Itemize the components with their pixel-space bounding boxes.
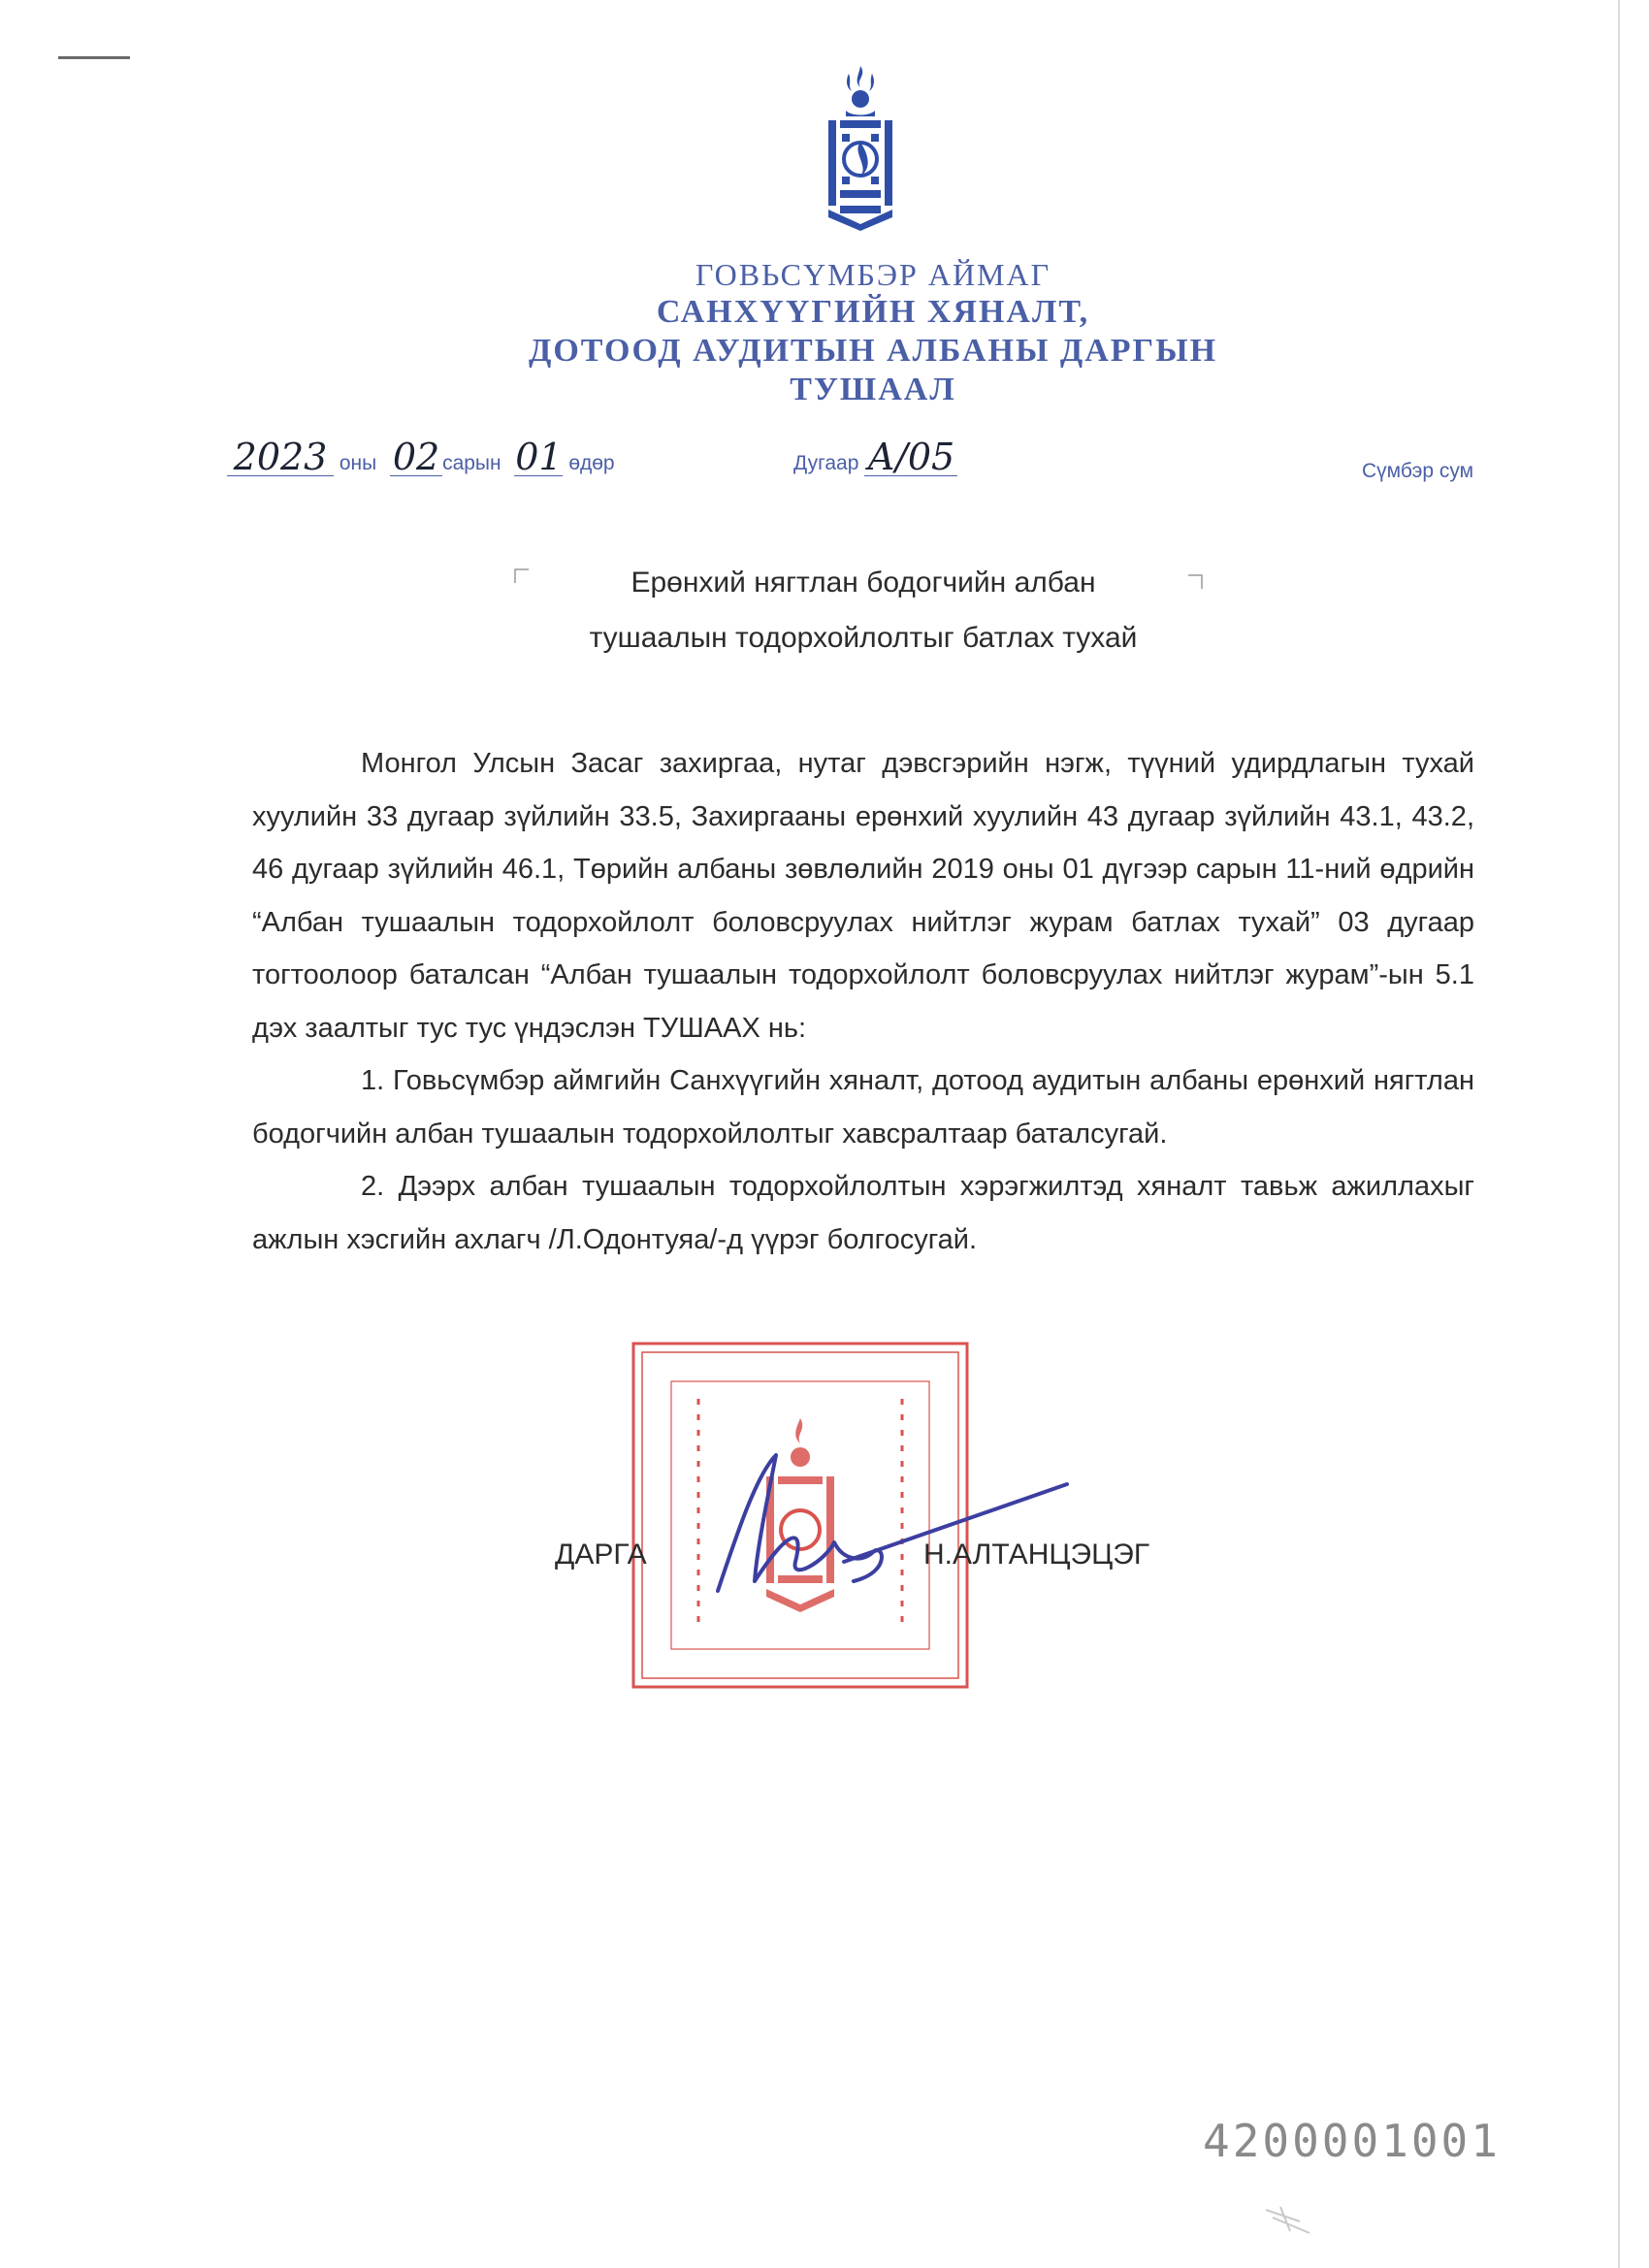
date-year-label: оны (339, 452, 377, 474)
date-month: 02 (390, 438, 442, 476)
date-year: 2023 (227, 438, 334, 476)
org-title-line1: САНХҮҮГИЙН ХЯНАЛТ, (656, 294, 1090, 330)
date-month-label: сарын (442, 452, 501, 474)
document-number-field (793, 438, 957, 487)
document-header (340, 256, 1406, 409)
state-emblem-icon (817, 64, 904, 239)
org-region: ГОВЬСҮМБЭР АЙМАГ (695, 257, 1051, 292)
preamble-paragraph: Монгол Улсын Засаг захиргаа, нутаг дэвсгэрийн нэгж, түүний удирдлагын тухай хуулийн 33 дугаар зүйлийн 33.5, Захиргааны ерөнхий хуулийн 43 дугаар зүйлийн 43.1, 43.2, 46 дугаар зүйлийн 46.1, Төрийн албаны зөвлөлийн 2019 оны 01 дүгээр сарын 11-ний өдрийн “Албан тушаалын тодорхойлолт боловсруулах нийтлэг журам батлах тухай” 03 дугаар тогтоолоор баталсан “Албан тушаалын тодорхойлолт боловсруулах нийтлэг журам”-ын 5.1 дэх заалтыг тус тус үндэслэн ТУШААХ нь: (252, 748, 1474, 1044)
date-day-label: өдөр (568, 452, 615, 474)
date-field (227, 438, 615, 487)
document-serial-number: 4200001001 (1203, 2115, 1501, 2167)
subject-line1: Ерөнхий нягтлан бодогчийн албан (630, 567, 1096, 599)
document-body (252, 737, 1474, 1266)
signatory-name: Н.АЛТАНЦЭЦЭГ (923, 1539, 1150, 1571)
scan-page-edge (1618, 0, 1620, 2268)
corner-mark (58, 56, 130, 59)
signatory-title: ДАРГА (555, 1539, 647, 1571)
document-number-label: Дугаар (793, 452, 859, 474)
subject-line2: тушаалын тодорхойлолтыг батлах тухай (589, 622, 1138, 654)
org-title-line2: ДОТООД АУДИТЫН АЛБАНЫ ДАРГЫН (528, 333, 1218, 369)
handwritten-signature (698, 1416, 1086, 1630)
document-type: ТУШААЛ (790, 372, 956, 407)
order-item-1: 1. Говьсүмбэр аймгийн Санхүүгийн хяналт, дотоод аудитын албаны ерөнхий нягтлан бодогчийн албан тушаалын тодорхойлолтыг хавсралтаар баталсугай. (252, 1065, 1474, 1150)
place: Сүмбэр сум (1362, 460, 1474, 482)
document-number: А/05 (864, 438, 957, 476)
document-subject (466, 555, 1261, 665)
date-day: 01 (515, 436, 563, 478)
order-item-2: 2. Дээрх албан тушаалын тодорхойлолтын хэрэгжилтэд хяналт тавьж ажиллахыг ажлын хэсгийн ахлагч /Л.Одонтуяа/-д үүрэг болгосугай. (252, 1171, 1474, 1255)
scan-noise-mark (1261, 2202, 1319, 2241)
